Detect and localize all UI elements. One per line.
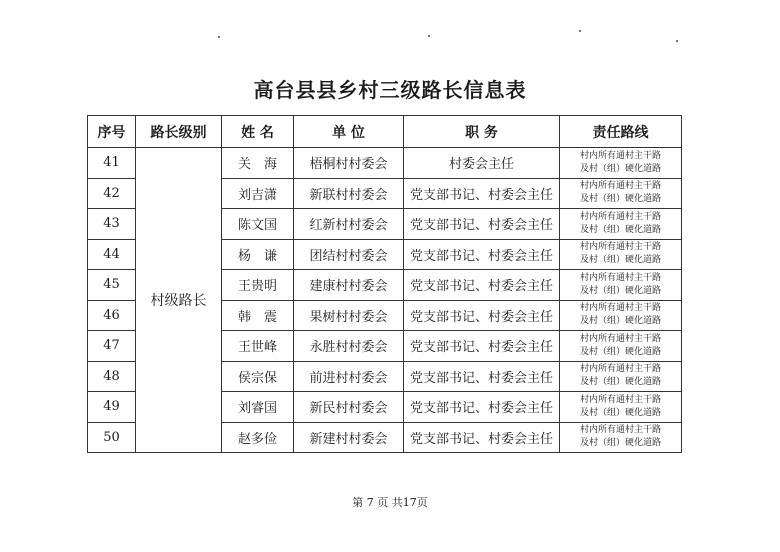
route-line-1: 村内所有通村主干路 <box>579 333 661 344</box>
row-seq: 46 <box>88 300 136 331</box>
route-line-2: 及村（组）硬化道路 <box>579 438 661 449</box>
row-position: 党支部书记、村委会主任 <box>404 300 560 331</box>
scan-speck <box>428 35 430 37</box>
row-name: 陈文国 <box>222 209 294 240</box>
row-position: 党支部书记、村委会主任 <box>404 422 560 453</box>
row-route <box>560 422 682 453</box>
row-seq: 43 <box>88 209 136 240</box>
row-unit: 果树村村委会 <box>294 300 404 331</box>
scan-speck <box>676 40 678 42</box>
row-position: 党支部书记、村委会主任 <box>404 209 560 240</box>
row-unit: 红新村村委会 <box>294 209 404 240</box>
route-line-2: 及村（组）硬化道路 <box>579 316 661 327</box>
row-seq: 50 <box>88 422 136 453</box>
row-route <box>560 361 682 392</box>
row-name: 刘睿国 <box>222 392 294 423</box>
row-route <box>560 392 682 423</box>
row-name: 王世峰 <box>222 331 294 362</box>
row-unit: 新联村村委会 <box>294 178 404 209</box>
route-line-1: 村内所有通村主干路 <box>579 181 661 192</box>
row-route <box>560 270 682 301</box>
row-seq: 42 <box>88 178 136 209</box>
row-route <box>560 239 682 270</box>
row-position: 党支部书记、村委会主任 <box>404 178 560 209</box>
row-unit: 建康村村委会 <box>294 270 404 301</box>
row-route <box>560 300 682 331</box>
row-name: 杨 谦 <box>222 239 294 270</box>
row-seq: 47 <box>88 331 136 362</box>
row-position: 党支部书记、村委会主任 <box>404 331 560 362</box>
route-line-1: 村内所有通村主干路 <box>579 394 661 405</box>
level-cell: 村级路长 <box>136 148 222 453</box>
row-route <box>560 209 682 240</box>
route-line-1: 村内所有通村主干路 <box>579 272 661 283</box>
row-unit: 梧桐村村委会 <box>294 148 404 179</box>
row-position: 党支部书记、村委会主任 <box>404 239 560 270</box>
route-line-2: 及村（组）硬化道路 <box>579 346 661 357</box>
route-line-1: 村内所有通村主干路 <box>579 425 661 436</box>
table-header-row <box>88 116 682 148</box>
row-route <box>560 148 682 179</box>
row-position: 党支部书记、村委会主任 <box>404 392 560 423</box>
row-seq: 49 <box>88 392 136 423</box>
row-unit: 永胜村村委会 <box>294 331 404 362</box>
road-chief-table <box>87 115 682 453</box>
row-seq: 45 <box>88 270 136 301</box>
route-line-2: 及村（组）硬化道路 <box>579 224 661 235</box>
row-position: 党支部书记、村委会主任 <box>404 361 560 392</box>
row-position: 村委会主任 <box>404 148 560 179</box>
route-line-2: 及村（组）硬化道路 <box>579 407 661 418</box>
row-position: 党支部书记、村委会主任 <box>404 270 560 301</box>
route-line-1: 村内所有通村主干路 <box>579 364 661 375</box>
route-line-2: 及村（组）硬化道路 <box>579 285 661 296</box>
route-line-2: 及村（组）硬化道路 <box>579 163 661 174</box>
row-unit: 新建村村委会 <box>294 422 404 453</box>
row-seq: 48 <box>88 361 136 392</box>
row-name: 王贵明 <box>222 270 294 301</box>
header-seq: 序号 <box>88 116 136 148</box>
header-position: 职 务 <box>404 116 560 148</box>
row-seq: 41 <box>88 148 136 179</box>
table-row <box>88 148 682 179</box>
row-seq: 44 <box>88 239 136 270</box>
header-level: 路长级别 <box>136 116 222 148</box>
scan-speck <box>579 30 581 32</box>
row-name: 刘吉潇 <box>222 178 294 209</box>
page-title: 高台县县乡村三级路长信息表 <box>253 78 527 102</box>
header-route: 责任路线 <box>560 116 682 148</box>
route-line-1: 村内所有通村主干路 <box>579 150 661 161</box>
row-unit: 团结村村委会 <box>294 239 404 270</box>
route-line-1: 村内所有通村主干路 <box>579 242 661 253</box>
route-line-1: 村内所有通村主干路 <box>579 303 661 314</box>
row-route <box>560 178 682 209</box>
page-number: 第 7 页 共17页 <box>352 496 428 509</box>
route-line-2: 及村（组）硬化道路 <box>579 255 661 266</box>
row-name: 侯宗保 <box>222 361 294 392</box>
row-unit: 新民村村委会 <box>294 392 404 423</box>
scan-speck <box>218 36 220 38</box>
route-line-1: 村内所有通村主干路 <box>579 211 661 222</box>
header-name: 姓 名 <box>222 116 294 148</box>
route-line-2: 及村（组）硬化道路 <box>579 377 661 388</box>
header-unit: 单 位 <box>294 116 404 148</box>
row-name: 韩 震 <box>222 300 294 331</box>
row-name: 赵多俭 <box>222 422 294 453</box>
row-route <box>560 331 682 362</box>
row-name: 关 海 <box>222 148 294 179</box>
route-line-2: 及村（组）硬化道路 <box>579 194 661 205</box>
row-unit: 前进村村委会 <box>294 361 404 392</box>
